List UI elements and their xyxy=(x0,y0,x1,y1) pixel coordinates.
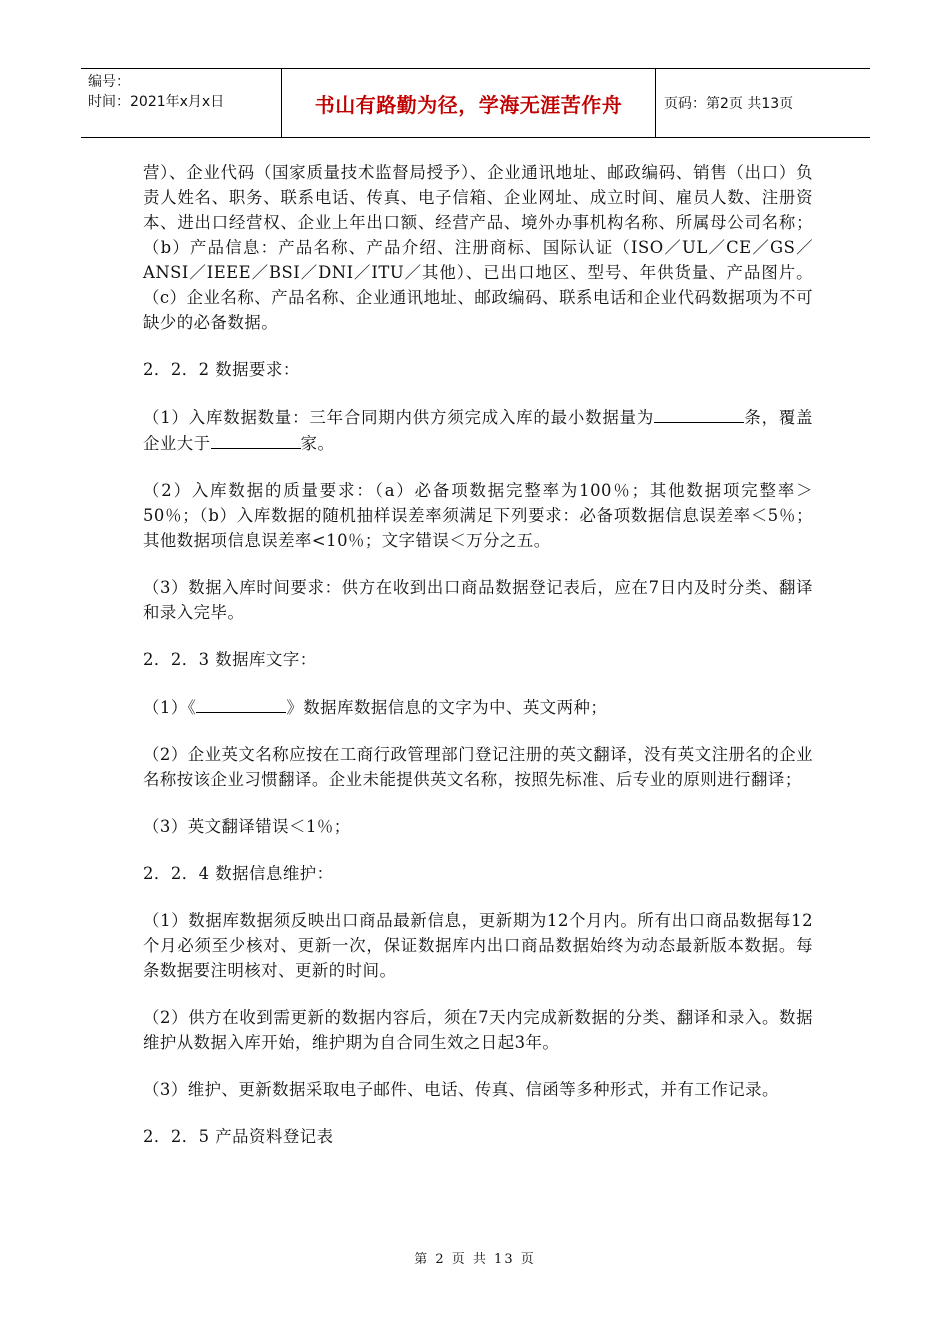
header-page-info: 页码：第2页 共13页 xyxy=(664,96,794,112)
section-heading-2-2-3: 2．2．3 数据库文字： xyxy=(143,650,317,669)
paragraph-maintenance: （2）供方在收到需更新的数据内容后，须在7天内完成新数据的分类、翻译和录入。数据维护从数据入库开始，维护期为自合同生效之日起3年。 xyxy=(143,1008,813,1052)
header-meta xyxy=(81,69,282,137)
paragraph-text: 条，覆盖企业大于 xyxy=(143,408,813,453)
section-heading-2-2-2: 2．2．2 数据要求： xyxy=(143,360,300,379)
paragraph-data-timing: （3）数据入库时间要求：供方在收到出口商品数据登记表后，应在7日内及时分类、翻译和录入完毕。 xyxy=(143,578,813,622)
header-motto: 书山有路勤为径，学海无涯苦作舟 xyxy=(282,69,656,137)
blank-enterprise-count xyxy=(211,430,301,449)
paragraph-database-language xyxy=(143,694,813,720)
section-heading-2-2-5: 2．2．5 产品资料登记表 xyxy=(143,1127,334,1146)
blank-record-count xyxy=(654,404,744,423)
paragraph-text: 家。 xyxy=(300,434,335,453)
page-header xyxy=(81,68,870,138)
section-heading-2-2-4: 2．2．4 数据信息维护： xyxy=(143,864,334,883)
paragraph-text: （1）《 xyxy=(143,698,197,717)
page-footer: 第 2 页 共 13 页 xyxy=(414,1252,536,1267)
document-body xyxy=(143,160,813,1171)
blank-database-name xyxy=(196,694,286,713)
paragraph-data-quality: （2）入库数据的质量要求：（a）必备项数据完整率为100％；其他数据项完整率＞50％；（b）入库数据的随机抽样误差率须满足下列要求：必备项数据信息误差率＜5％；其他数据项信息误差率<10％；文字错误＜万分之五。 xyxy=(143,481,813,550)
paragraph-text: （1）入库数据数量：三年合同期内供方须完成入库的最小数据量为 xyxy=(143,408,655,427)
paragraph-english-name: （2）企业英文名称应按在工商行政管理部门登记注册的英文翻译，没有英文注册名的企业名称按该企业习惯翻译。企业未能提供英文名称，按照先标准、后专业的原则进行翻译； xyxy=(143,745,813,789)
paragraph-data-quantity xyxy=(143,404,813,456)
paragraph-update-methods: （3）维护、更新数据采取电子邮件、电话、传真、信函等多种形式，并有工作记录。 xyxy=(143,1080,779,1099)
paragraph-enterprise-info: 营）、企业代码（国家质量技术监督局授予）、企业通讯地址、邮政编码、销售（出口）负责人姓名、职务、联系电话、传真、电子信箱、企业网址、成立时间、雇员人数、注册资本、进出口经营权、企业上年出口额、经营产品、境外办事机构名称、所属母公司名称；（b）产品信息：产品名称、产品介绍、注册商标、国际认证（ISO／UL／CE／GS／ANSI／IEEE／BSI／DNI／ITU／其他）、已出口地区、型号、年供货量、产品图片。（c）企业名称、产品名称、企业通讯地址、邮政编码、联系电话和企业代码数据项为不可缺少的必备数据。 xyxy=(143,163,813,332)
document-time-label: 时间：2021年x月x日 xyxy=(88,94,225,110)
paragraph-update-period: （1）数据库数据须反映出口商品最新信息，更新期为12个月内。所有出口商品数据每12个月必须至少核对、更新一次，保证数据库内出口商品数据始终为动态最新版本数据。每条数据要注明核对、更新的时间。 xyxy=(143,911,813,980)
paragraph-translation-error: （3）英文翻译错误＜1％； xyxy=(143,817,351,836)
paragraph-text: 》数据库数据信息的文字为中、英文两种； xyxy=(286,698,608,717)
document-number-label: 编号： xyxy=(88,74,130,90)
